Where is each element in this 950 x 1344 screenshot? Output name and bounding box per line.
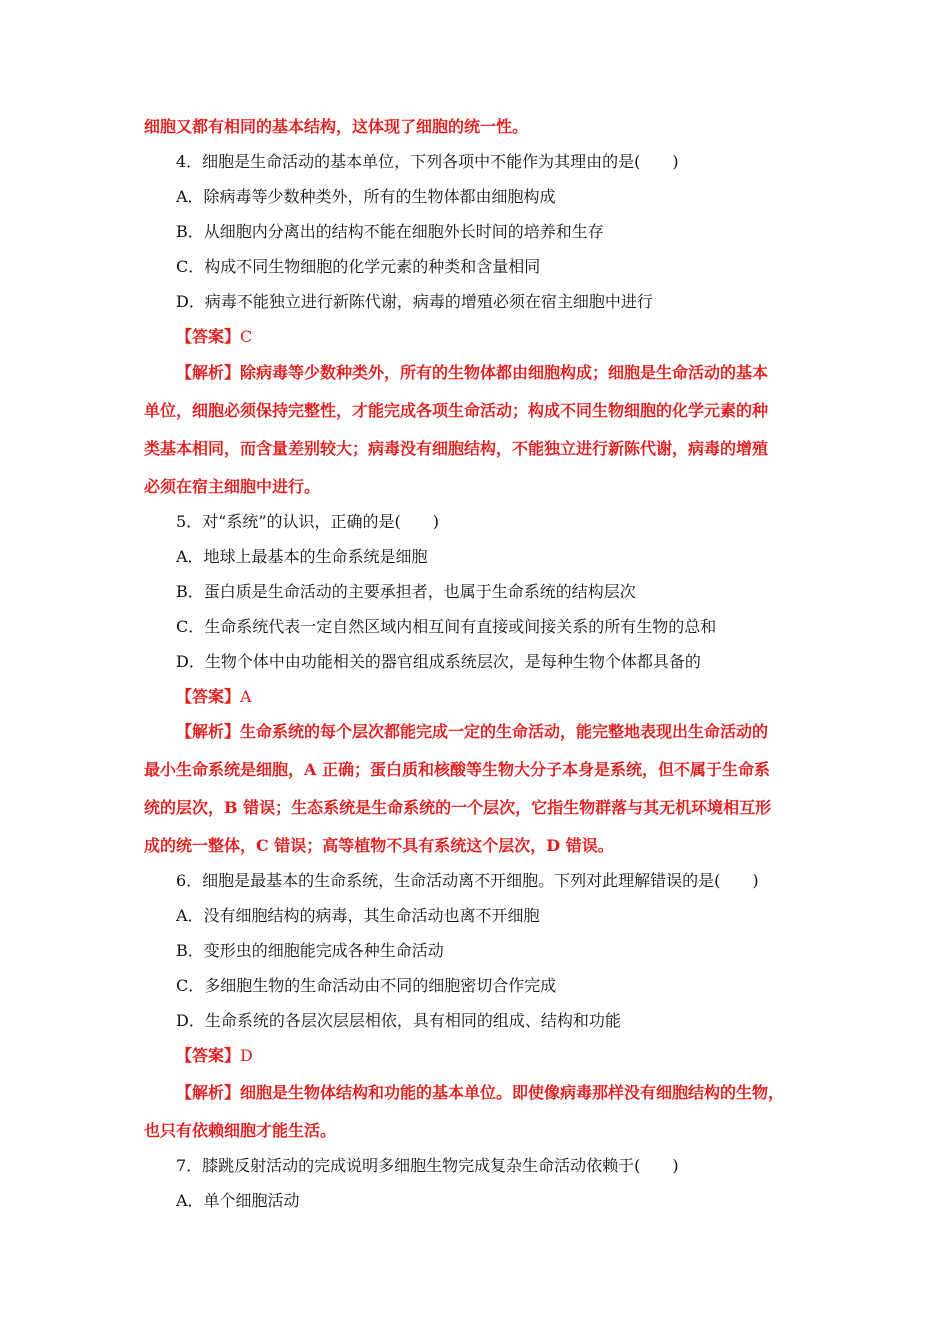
- analysis-line: 细胞是生物体结构和功能的基本单位。即使像病毒那样没有细胞结构的生物，: [240, 1083, 785, 1102]
- analysis-line: 类基本相同，而含量差别较大；病毒没有细胞结构，不能独立进行新陈代谢，病毒的增殖: [144, 439, 769, 458]
- answer-tag: 【答案】: [176, 1046, 241, 1065]
- question-6-option-b: B．变形虫的细胞能完成各种生命活动: [176, 941, 444, 960]
- analysis-tag: 【解析】: [176, 722, 241, 741]
- question-5-option-b: B．蛋白质是生命活动的主要承担者，也属于生命系统的结构层次: [176, 582, 636, 601]
- question-4-option-b: B．从细胞内分离出的结构不能在细胞外长时间的培养和生存: [176, 222, 604, 241]
- question-4-analysis: [176, 362, 768, 384]
- analysis-line: 最小生命系统是细胞，A 正确；蛋白质和核酸等生物大分子本身是系统，但不属于生命系: [144, 760, 770, 779]
- answer-tag: 【答案】: [176, 687, 241, 706]
- question-7-stem: 7．膝跳反射活动的完成说明多细胞生物完成复杂生命活动依赖于( ): [176, 1156, 679, 1175]
- question-6-option-d: D．生命系统的各层次层层相依，具有相同的组成、结构和功能: [176, 1011, 621, 1030]
- analysis-line: 必须在宿主细胞中进行。: [144, 477, 321, 496]
- analysis-line: 除病毒等少数种类外，所有的生物体都由细胞构成；细胞是生命活动的基本: [240, 363, 769, 382]
- analysis-line: 也只有依赖细胞才能生活。: [144, 1121, 337, 1140]
- question-6-answer: [176, 1045, 253, 1067]
- question-5-answer: [176, 686, 252, 708]
- answer-value: D: [240, 1046, 253, 1065]
- question-4-option-d: D．病毒不能独立进行新陈代谢，病毒的增殖必须在宿主细胞中进行: [176, 292, 653, 311]
- question-4-option-c: C．构成不同生物细胞的化学元素的种类和含量相同: [176, 257, 541, 276]
- question-6-option-c: C．多细胞生物的生命活动由不同的细胞密切合作完成: [176, 976, 557, 995]
- analysis-tag: 【解析】: [176, 1083, 241, 1102]
- question-6-stem: 6．细胞是最基本的生命系统，生命活动离不开细胞。下列对此理解错误的是( ): [176, 871, 759, 890]
- question-6-analysis: [176, 1082, 784, 1104]
- analysis-tag: 【解析】: [176, 363, 241, 382]
- analysis-line: 统的层次，B 错误；生态系统是生命系统的一个层次，它指生物群落与其无机环境相互形: [144, 798, 772, 817]
- question-5-option-d: D．生物个体中由功能相关的器官组成系统层次，是每种生物个体都具备的: [176, 652, 701, 671]
- question-5-analysis: [176, 721, 768, 743]
- question-5-option-a: A．地球上最基本的生命系统是细胞: [176, 547, 428, 566]
- answer-value: A: [240, 687, 252, 706]
- analysis-line: 单位，细胞必须保持完整性，才能完成各项生命活动；构成不同生物细胞的化学元素的种: [144, 401, 769, 420]
- question-5-option-c: C．生命系统代表一定自然区域内相互间有直接或间接关系的所有生物的总和: [176, 617, 717, 636]
- previous-analysis-continuation: 细胞又都有相同的基本结构，这体现了细胞的统一性。: [144, 117, 529, 136]
- question-5-stem: 5．对“系统”的认识，正确的是( ): [176, 512, 440, 531]
- question-7-option-a: A．单个细胞活动: [176, 1191, 300, 1210]
- question-4-stem: 4．细胞是生命活动的基本单位，下列各项中不能作为其理由的是( ): [176, 152, 679, 171]
- analysis-line: 生命系统的每个层次都能完成一定的生命活动，能完整地表现出生命活动的: [240, 722, 769, 741]
- question-6-option-a: A．没有细胞结构的病毒，其生命活动也离不开细胞: [176, 906, 540, 925]
- analysis-line: 成的统一整体，C 错误；高等植物不具有系统这个层次，D 错误。: [144, 836, 614, 855]
- answer-tag: 【答案】: [176, 327, 241, 346]
- question-4-option-a: A．除病毒等少数种类外，所有的生物体都由细胞构成: [176, 187, 556, 206]
- answer-value: C: [240, 327, 253, 346]
- question-4-answer: [176, 326, 252, 348]
